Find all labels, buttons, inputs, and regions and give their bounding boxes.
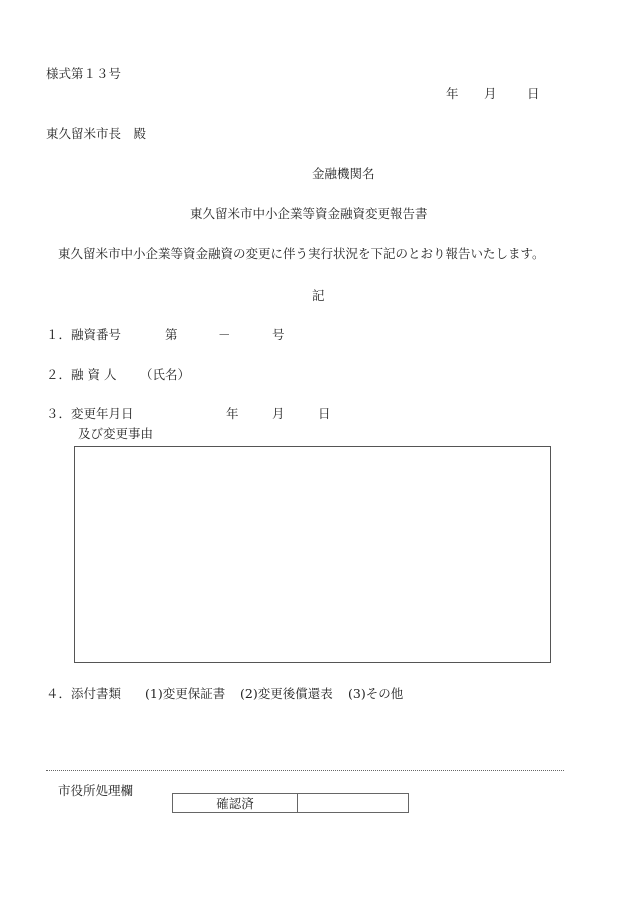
confirmed-label: 確認済 bbox=[173, 794, 298, 813]
change-date-label: ３．変更年月日 bbox=[46, 406, 134, 421]
change-reason-box[interactable] bbox=[74, 446, 551, 663]
loan-number-label: １．融資番号 bbox=[46, 327, 122, 342]
change-date-year: 年 bbox=[226, 406, 239, 421]
attachments-label: ４．添付書類 bbox=[46, 686, 122, 701]
attachment-option-3: (3)その他 bbox=[348, 686, 404, 701]
change-reason-label: 及び変更事由 bbox=[78, 426, 154, 441]
date-month: 月 bbox=[484, 86, 497, 101]
institution-name-label: 金融機関名 bbox=[312, 166, 375, 181]
attachment-option-1: (1)変更保証書 bbox=[145, 686, 226, 701]
dotted-divider bbox=[46, 770, 564, 771]
change-date-month: 月 bbox=[272, 406, 285, 421]
borrower-name-label: （氏名） bbox=[140, 367, 191, 382]
loan-number-dash: － bbox=[218, 327, 231, 342]
attachment-option-2: (2)変更後償還表 bbox=[240, 686, 333, 701]
form-number: 様式第１３号 bbox=[46, 66, 122, 81]
change-date-day: 日 bbox=[318, 406, 331, 421]
confirmed-value-cell[interactable] bbox=[298, 794, 409, 813]
loan-number-dai: 第 bbox=[165, 327, 178, 342]
date-day: 日 bbox=[527, 86, 540, 101]
confirmation-table bbox=[172, 793, 409, 813]
borrower-label: ２．融 資 人 bbox=[46, 367, 117, 382]
date-year: 年 bbox=[446, 86, 459, 101]
loan-number-go: 号 bbox=[272, 327, 285, 342]
document-title: 東久留米市中小企業等資金融資変更報告書 bbox=[190, 206, 428, 221]
office-use-label: 市役所処理欄 bbox=[58, 783, 134, 798]
addressee: 東久留米市長 殿 bbox=[46, 126, 147, 141]
intro-text: 東久留米市中小企業等資金融資の変更に伴う実行状況を下記のとおり報告いたします。 bbox=[58, 246, 545, 261]
ki-heading: 記 bbox=[312, 288, 325, 303]
